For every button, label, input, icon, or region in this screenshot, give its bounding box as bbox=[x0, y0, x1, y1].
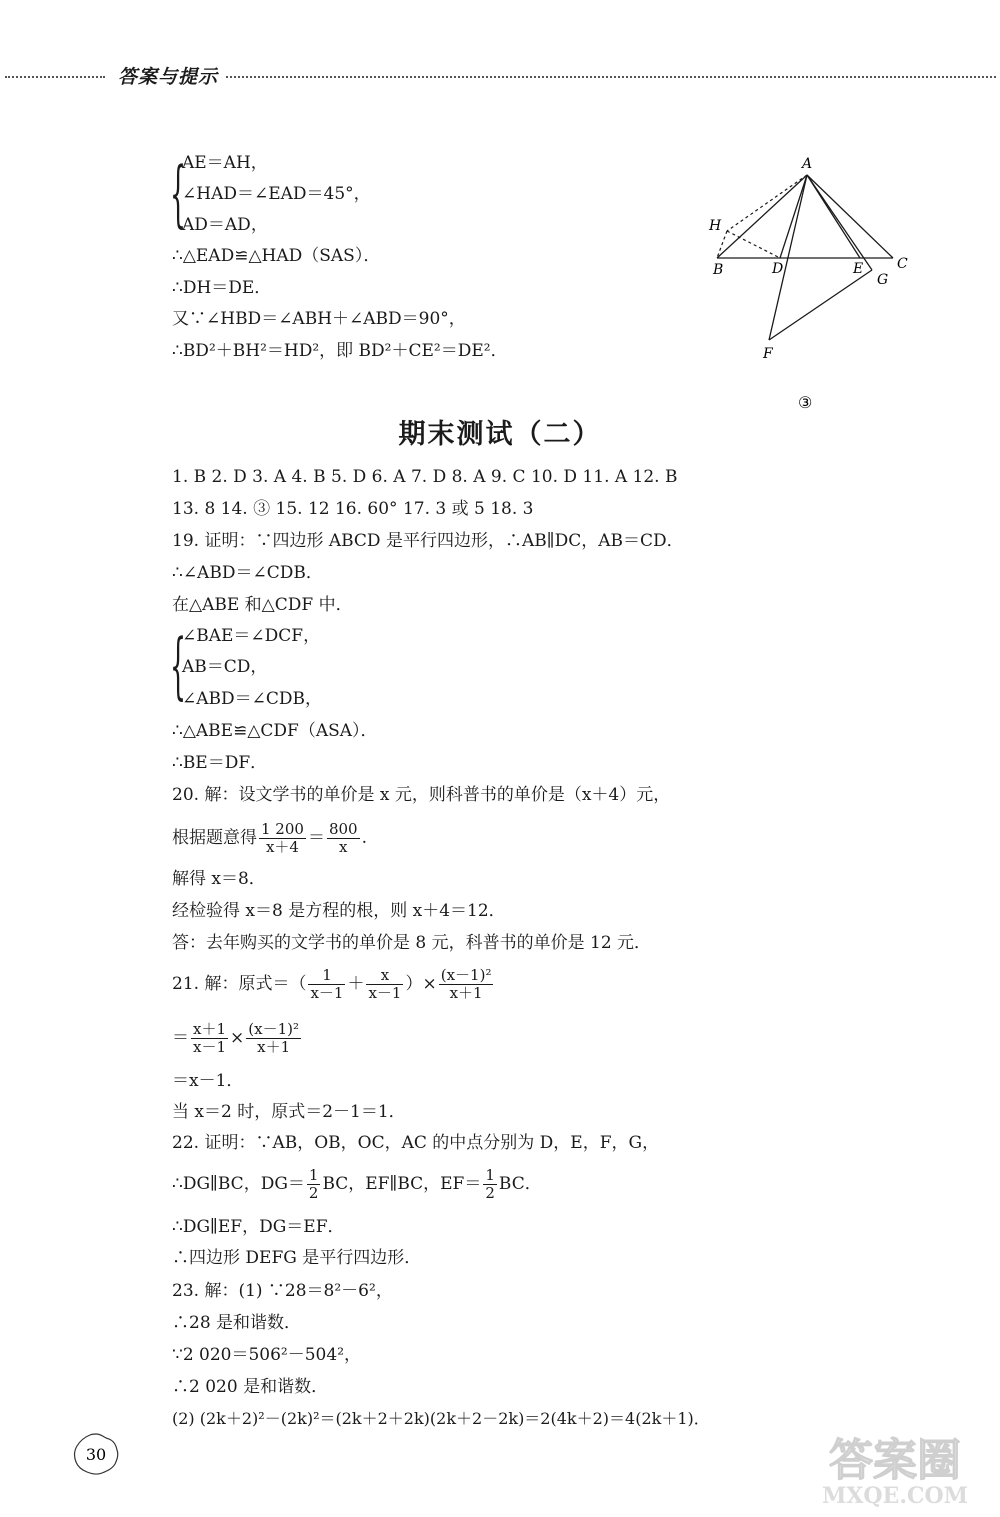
q23-line: ∴2 020 是和谐数． bbox=[172, 1377, 329, 1397]
watermark-url: MXQE.COM bbox=[821, 1483, 969, 1509]
q20-fraction-left: $\frac{1 200}{x+4}$ bbox=[261, 820, 304, 856]
q21-fraction-a: $\frac{1}{x-1}$ bbox=[310, 966, 344, 1002]
system-brace-q19: { bbox=[170, 623, 187, 707]
q21-fraction-d: $\frac{x+1}{x-1}$ bbox=[193, 1020, 227, 1056]
q22-half-2: $\frac{1}{2}$ bbox=[485, 1166, 495, 1202]
label-E: E bbox=[853, 261, 864, 277]
q19-line: ∠ABD＝∠CDB， bbox=[182, 689, 323, 709]
header-title: 答案与提示 bbox=[118, 66, 219, 88]
q20-line: 解得 x＝8． bbox=[172, 869, 266, 889]
answer-row: 13. 8 14. ③ 15. 12 16. 60° 17. 3 或 5 18. 3 bbox=[172, 499, 534, 519]
q22-line: ∴DG∥EF，DG＝EF． bbox=[172, 1217, 345, 1237]
proof-line: AD＝AD， bbox=[182, 215, 268, 235]
section-title: 期末测试（二） bbox=[398, 419, 602, 450]
answer-row: 1. B 2. D 3. A 4. B 5. D 6. A 7. D 8. A 9. C 10. D 11. A 12. B bbox=[172, 467, 678, 487]
label-H: H bbox=[709, 218, 722, 234]
proof-line: AE＝AH， bbox=[182, 153, 268, 173]
figure-caption: ③ bbox=[798, 393, 813, 412]
q21-fraction-e: $\frac{\text{(x－1)²}}{x+1}$ bbox=[248, 1020, 299, 1056]
label-F: F bbox=[763, 346, 773, 362]
header-dots-left bbox=[5, 76, 105, 78]
q19-line: ∴∠ABD＝∠CDB． bbox=[172, 563, 323, 583]
q23-line: ∵2 020＝506²－504²， bbox=[172, 1345, 362, 1365]
q23-line: ∴28 是和谐数． bbox=[172, 1313, 302, 1333]
q22-line-fractions: ∴DG∥BC，DG＝ $\frac{1}{2}$ BC，EF∥BC，EF＝ $\frac{1}{2}$ BC． bbox=[172, 1166, 542, 1202]
system-brace-top: { bbox=[170, 151, 187, 235]
q19-line: ∴△ABE≌△CDF（ASA）． bbox=[172, 721, 378, 741]
q20-line: 经检验得 x＝8 是方程的根，则 x＋4＝12． bbox=[172, 901, 506, 921]
label-C: C bbox=[897, 256, 908, 272]
proof-line: ∴△EAD≌△HAD（SAS）． bbox=[172, 246, 381, 266]
geometry-figure bbox=[700, 150, 920, 420]
label-D: D bbox=[772, 261, 784, 277]
q19-line: ∠BAE＝∠DCF， bbox=[182, 626, 321, 646]
q21-expression: 21. 解：原式＝（ $\frac{1}{x-1}$ ＋ $\frac{x}{x-1}$ ）× $\frac{\text{(x－1)²}}{x+1}$ bbox=[172, 966, 492, 1002]
label-B: B bbox=[713, 262, 724, 278]
q21-fraction-b: $\frac{x}{x-1}$ bbox=[368, 966, 402, 1002]
q22-line: 22. 证明：∵AB，OB，OC，AC 的中点分别为 D，E，F，G， bbox=[172, 1133, 660, 1153]
q21-step: ＝ $\frac{x+1}{x-1}$ × $\frac{\text{(x－1)²}}{x+1}$ bbox=[172, 1020, 299, 1056]
watermark-logo bbox=[800, 1425, 990, 1510]
page-number-badge bbox=[72, 1432, 120, 1476]
q20-equation: 根据题意得 $\frac{1 200}{x+4}$ ＝ $\frac{800}{x}$ . bbox=[172, 820, 367, 856]
page-header bbox=[0, 62, 1000, 92]
proof-line: ∴BD²＋BH²＝HD²，即 BD²＋CE²＝DE²． bbox=[172, 341, 508, 361]
q19-line: 19. 证明：∵四边形 ABCD 是平行四边形，∴AB∥DC，AB＝CD． bbox=[172, 531, 684, 551]
q20-line: 20. 解：设文学书的单价是 x 元，则科普书的单价是（x＋4）元， bbox=[172, 785, 671, 805]
q21-line: ＝x－1． bbox=[172, 1071, 244, 1091]
q19-line: ∴BE＝DF． bbox=[172, 753, 268, 773]
proof-line: ∴DH＝DE． bbox=[172, 278, 272, 298]
q23-line: (2) (2k＋2)²－(2k)²＝(2k＋2＋2k)(2k＋2－2k)＝2(4k＋2)＝4(2k＋1)． bbox=[172, 1409, 710, 1428]
label-A: A bbox=[802, 156, 813, 172]
proof-line: ∠HAD＝∠EAD＝45°， bbox=[182, 184, 371, 204]
q22-line: ∴四边形 DEFG 是平行四边形． bbox=[172, 1248, 422, 1268]
proof-line: 又∵∠HBD＝∠ABH＋∠ABD＝90°， bbox=[172, 309, 466, 329]
q19-line: AB＝CD， bbox=[182, 657, 268, 677]
q19-line: 在△ABE 和△CDF 中． bbox=[172, 595, 353, 615]
q20-eq-prefix: 根据题意得 bbox=[172, 828, 257, 848]
q20-fraction-right: $\frac{800}{x}$ bbox=[328, 820, 358, 856]
header-dots-right bbox=[226, 76, 996, 78]
q23-line: 23. 解：(1) ∵28＝8²－6²， bbox=[172, 1281, 393, 1301]
page-number: 30 bbox=[85, 1445, 107, 1464]
q21-line: 当 x＝2 时，原式＝2－1＝1． bbox=[172, 1102, 406, 1122]
q21-fraction-c: $\frac{\text{(x－1)²}}{x+1}$ bbox=[440, 966, 492, 1002]
q20-line: 答：去年购买的文学书的单价是 8 元，科普书的单价是 12 元． bbox=[172, 933, 652, 953]
q22-half-1: $\frac{1}{2}$ bbox=[308, 1166, 319, 1202]
label-G: G bbox=[877, 272, 889, 288]
watermark-text: 答案圈 bbox=[829, 1435, 961, 1486]
